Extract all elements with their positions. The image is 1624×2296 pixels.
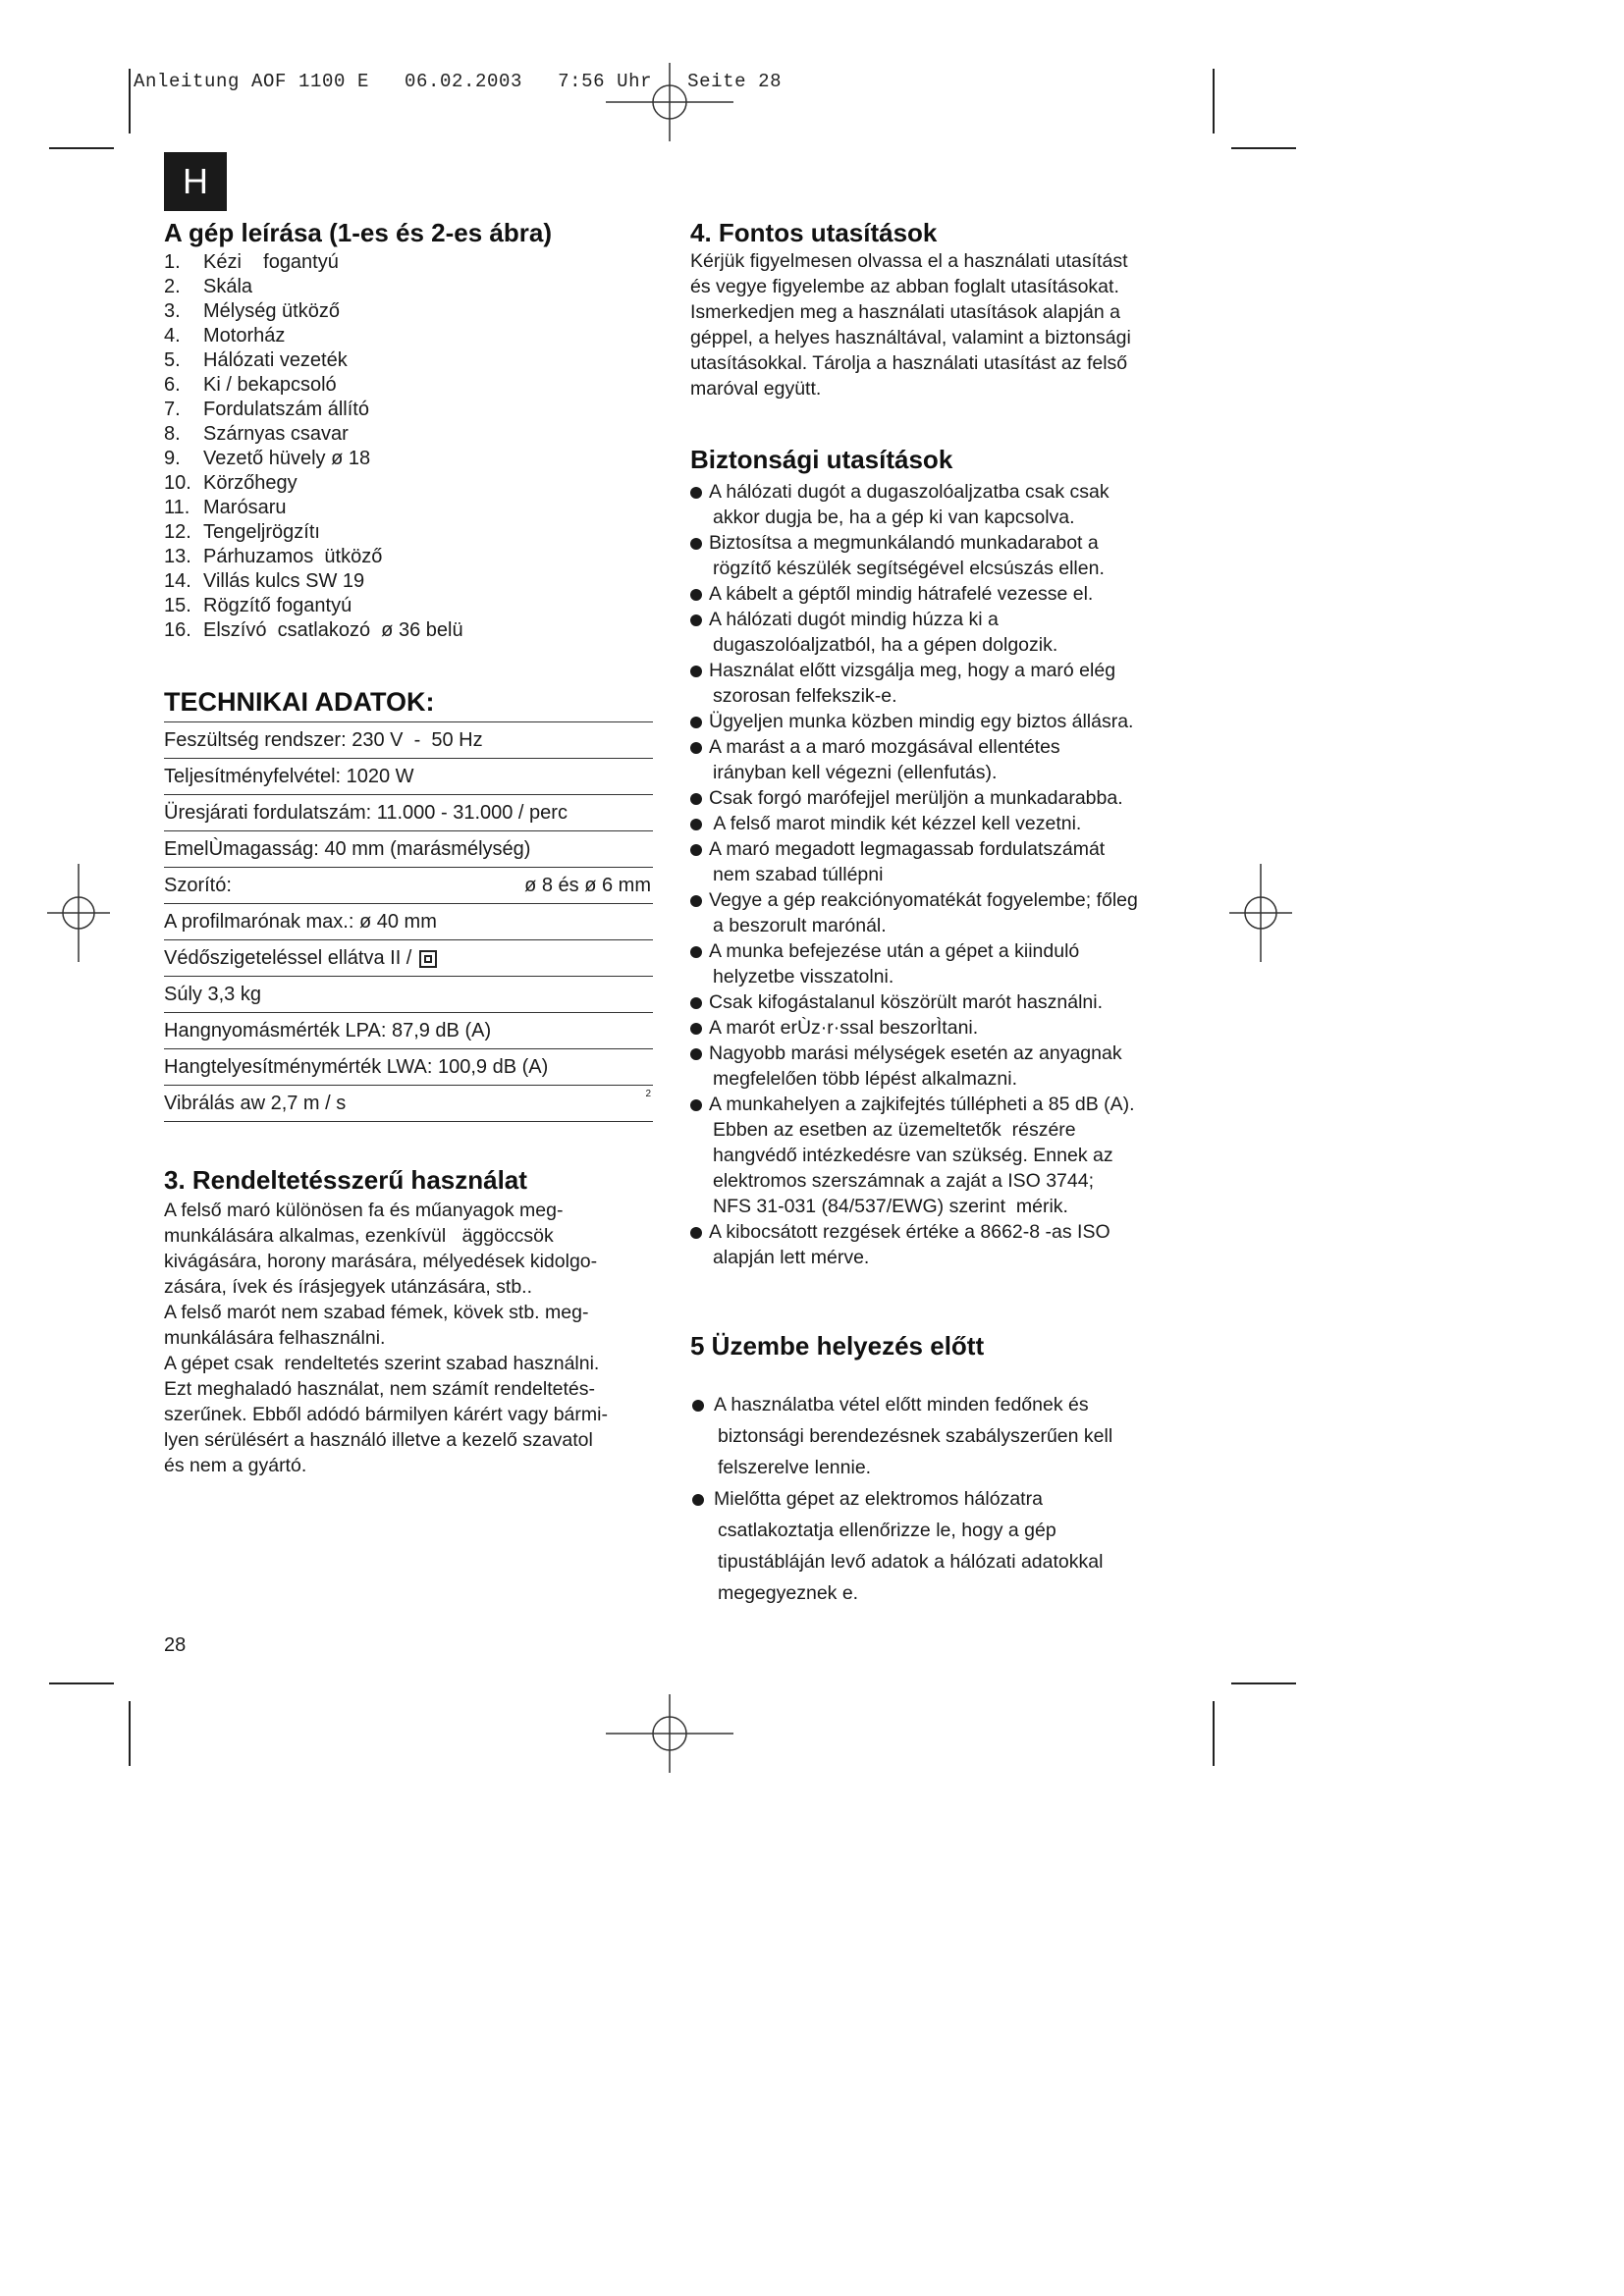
table-row [164, 831, 653, 868]
important-text [690, 248, 1201, 401]
bullet-icon [690, 614, 702, 626]
registration-mark-icon [1229, 864, 1292, 962]
list-item [164, 520, 653, 545]
text-line: A gépet csak rendeltetés szerint szabad használni. [164, 1353, 600, 1374]
list-item-number: 13. [164, 546, 191, 567]
bullet-line: Nagyobb marási mélységek esetén az anyagnak [709, 1042, 1122, 1064]
language-badge: H [164, 152, 227, 211]
bullet-line: A használatba vétel előtt minden fedőnek és [714, 1394, 1089, 1415]
bullet-item [690, 658, 1201, 709]
list-item-number: 12. [164, 521, 191, 543]
tech-table [164, 721, 653, 1122]
list-item-text: Fordulatszám állító [203, 399, 369, 420]
text-line: lyen sérülésért a használó illetve a kezelő szavatol [164, 1429, 593, 1451]
bullet-line: Csak forgó marófejjel merüljön a munkadarabba. [709, 787, 1123, 809]
bullet-item [690, 836, 1201, 887]
list-item [164, 545, 653, 569]
text-line: és nem a gyártó. [164, 1455, 307, 1476]
crop-mark [1231, 1682, 1296, 1684]
table-row [164, 940, 653, 977]
usage-text [164, 1198, 653, 1478]
text-line: Kérjük figyelmesen olvassa el a használati utasítást [690, 250, 1128, 272]
tech-title: TECHNIKAI ADATOK: [164, 687, 435, 717]
table-cell-label: Vibrálás aw 2,7 m / s [164, 1093, 347, 1114]
bullet-line: felszerelve lennie. [718, 1457, 872, 1478]
bullet-line: Csak kifogástalanul köszörült marót használni. [709, 991, 1104, 1013]
crop-mark [1231, 147, 1296, 149]
bullet-item [690, 607, 1201, 658]
list-item-number: 4. [164, 325, 181, 347]
list-item-number: 8. [164, 423, 181, 445]
description-title: A gép leírása (1-es és 2-es ábra) [164, 218, 553, 247]
bullet-line: A marót erÙz·r·ssal beszorÌtani. [709, 1017, 979, 1039]
text-line: utasításokkal. Tárolja a használati utasítást az felső [690, 352, 1128, 374]
list-item [164, 496, 653, 520]
bullet-icon [690, 717, 702, 728]
right-column [690, 218, 1201, 1609]
bullet-icon [690, 487, 702, 499]
text-line: zására, ívek és írásjegyek utánzására, stb.. [164, 1276, 533, 1298]
list-item-text: Párhuzamos ütköző [203, 546, 383, 567]
table-row [164, 904, 653, 940]
bullet-line: tipustábláján levő adatok a hálózati adatokkal [718, 1551, 1104, 1573]
table-cell-label: Teljesítményfelvétel: 1020 W [164, 766, 414, 787]
bullet-item [690, 479, 1201, 530]
text-line: A felső maró különösen fa és műanyagok meg- [164, 1200, 564, 1221]
bullet-line: A hálózati dugót mindig húzza ki a [709, 609, 999, 630]
list-item [164, 299, 653, 324]
startup-list [690, 1389, 1201, 1609]
registration-mark-icon [606, 1694, 733, 1773]
table-cell-label: Hangtelyesítménymérték LWA: 100,9 dB (A) [164, 1056, 549, 1078]
bullet-icon [690, 946, 702, 958]
table-cell-label: A profilmarónak max.: ø 40 mm [164, 911, 437, 933]
bullet-icon [690, 538, 702, 550]
bullet-line: Vegye a gép reakciónyomatékát fogyelembe; főleg [709, 889, 1138, 911]
registration-mark-icon [606, 63, 733, 141]
list-item-number: 6. [164, 374, 181, 396]
bullet-icon [690, 589, 702, 601]
bullet-item [690, 581, 1201, 607]
list-item [164, 250, 653, 275]
bullet-item [690, 709, 1201, 734]
registration-mark-icon [47, 864, 110, 962]
crop-mark [49, 1682, 114, 1684]
list-item [164, 324, 653, 348]
bullet-item [690, 887, 1201, 938]
list-item-text: Villás kulcs SW 19 [203, 570, 365, 592]
bullet-line: nem szabad túllépni [713, 864, 884, 885]
list-item [164, 275, 653, 299]
list-item-number: 14. [164, 570, 191, 592]
bullet-icon [690, 844, 702, 856]
list-item-number: 5. [164, 349, 181, 371]
text-line: Ezt meghaladó használat, nem számít rendeltetés- [164, 1378, 595, 1400]
bullet-line: dugaszolóaljzatból, ha a gépen dolgozik. [713, 634, 1058, 656]
bullet-line: A munka befejezése után a gépet a kiinduló [709, 940, 1080, 962]
bullet-line: Biztosítsa a megmunkálandó munkadarabot a [709, 532, 1099, 554]
bullet-line: megfelelően több lépést alkalmazni. [713, 1068, 1018, 1090]
bullet-item [690, 1015, 1201, 1041]
safety-list [690, 479, 1201, 1270]
bullet-item [690, 1389, 1201, 1483]
bullet-line: megegyeznek e. [718, 1582, 859, 1604]
list-item-number: 10. [164, 472, 191, 494]
text-line: A felső marót nem szabad fémek, kövek stb. meg- [164, 1302, 589, 1323]
bullet-icon [690, 819, 702, 830]
bullet-item [690, 989, 1201, 1015]
list-item-number: 9. [164, 448, 181, 469]
bullet-line: A hálózati dugót a dugaszolóaljzatba csak csak [709, 481, 1110, 503]
bullet-line: A munkahelyen a zajkifejtés túllépheti a 85 dB (A). [709, 1094, 1135, 1115]
bullet-item [690, 1041, 1201, 1092]
bullet-icon [690, 666, 702, 677]
list-item [164, 471, 653, 496]
bullet-item [690, 811, 1201, 836]
list-item [164, 594, 653, 618]
list-item-text: Tengeljrögzítı [203, 521, 320, 543]
bullet-icon [690, 742, 702, 754]
safety-title: Biztonsági utasítások [690, 445, 953, 474]
bullet-line: rögzítő készülék segítségével elcsúszás ellen. [713, 558, 1105, 579]
bullet-line: A marást a a maró mozgásával ellentétes [709, 736, 1060, 758]
table-cell-value: 2 [645, 1089, 651, 1099]
bullet-line: A felső marot mindik két kézzel kell vezetni. [709, 813, 1082, 834]
bullet-icon [690, 997, 702, 1009]
crop-mark [49, 147, 114, 149]
bullet-icon [690, 1023, 702, 1035]
list-item-text: Motorház [203, 325, 286, 347]
bullet-icon [690, 793, 702, 805]
list-item [164, 569, 653, 594]
list-item-text: Ki / bekapcsoló [203, 374, 337, 396]
print-slug: Anleitung AOF 1100 E 06.02.2003 7:56 Uhr Seite 28 [134, 71, 783, 92]
list-item-number: 7. [164, 399, 181, 420]
bullet-item [690, 938, 1201, 989]
bullet-line: a beszorult marónál. [713, 915, 887, 936]
list-item-number: 1. [164, 251, 181, 273]
table-cell-label: EmelÙmagasság: 40 mm (marásmélység) [164, 838, 531, 860]
list-item [164, 398, 653, 422]
table-cell-label: Üresjárati fordulatszám: 11.000 - 31.000 / perc [164, 802, 568, 824]
text-line: kivágására, horony marására, mélyedések kidolgo- [164, 1251, 598, 1272]
text-line: szerűnek. Ebből adódó bármilyen kárért vagy bármi- [164, 1404, 608, 1425]
crop-mark [1213, 1701, 1215, 1766]
important-title: 4. Fontos utasítások [690, 218, 938, 247]
text-line: Ismerkedjen meg a használati utasítások alapján a [690, 301, 1120, 323]
bullet-line: szorosan felfekszik-e. [713, 685, 897, 707]
table-row [164, 1086, 653, 1122]
page-number: 28 [164, 1634, 187, 1656]
bullet-icon [690, 1227, 702, 1239]
table-row [164, 1049, 653, 1086]
bullet-line: alapján lett mérve. [713, 1247, 870, 1268]
bullet-item [690, 1483, 1201, 1609]
startup-title: 5 Üzembe helyezés előtt [690, 1331, 985, 1361]
list-item-number: 16. [164, 619, 191, 641]
list-item-text: Mélység ütköző [203, 300, 340, 322]
bullet-line: biztonsági berendezésnek szabályszerűen kell [718, 1425, 1113, 1447]
table-cell-label: Szorító: [164, 875, 232, 896]
list-item-text: Körzőhegy [203, 472, 298, 494]
bullet-icon [690, 895, 702, 907]
list-item [164, 447, 653, 471]
bullet-icon [692, 1400, 704, 1412]
list-item [164, 373, 653, 398]
list-item-text: Rögzítő fogantyú [203, 595, 352, 616]
list-item [164, 348, 653, 373]
table-row [164, 1013, 653, 1049]
crop-mark [129, 1701, 131, 1766]
bullet-line: Használat előtt vizsgálja meg, hogy a maró elég [709, 660, 1116, 681]
bullet-icon [692, 1494, 704, 1506]
bullet-line: akkor dugja be, ha a gép ki van kapcsolva. [713, 507, 1075, 528]
list-item-text: Kézi fogantyú [203, 251, 339, 273]
list-item-number: 11. [164, 497, 190, 518]
list-item-number: 2. [164, 276, 181, 297]
table-row [164, 795, 653, 831]
table-row [164, 977, 653, 1013]
text-line: géppel, a helyes használtával, valamint a biztonsági [690, 327, 1131, 348]
list-item-text: Hálózati vezeték [203, 349, 348, 371]
bullet-line: NFS 31-031 (84/537/EWG) szerint mérik. [713, 1196, 1068, 1217]
bullet-line: elektromos szerszámnak a zaját a ISO 3744; [713, 1170, 1095, 1192]
bullet-icon [690, 1099, 702, 1111]
text-line: munkálására alkalmas, ezenkívül äggöccsök [164, 1225, 554, 1247]
table-cell-label: Hangnyomásmérték LPA: 87,9 dB (A) [164, 1020, 492, 1041]
list-item [164, 422, 653, 447]
list-item [164, 618, 653, 643]
bullet-line: irányban kell végezni (ellenfutás). [713, 762, 998, 783]
list-item-text: Marósaru [203, 497, 287, 518]
bullet-icon [690, 1048, 702, 1060]
list-item-number: 15. [164, 595, 191, 616]
table-row [164, 868, 653, 904]
bullet-item [690, 530, 1201, 581]
bullet-line: helyzetbe visszatolni. [713, 966, 894, 988]
bullet-line: A maró megadott legmagassab fordulatszámát [709, 838, 1106, 860]
crop-mark [129, 69, 131, 133]
table-cell-label: Védőszigeteléssel ellátva II / [164, 947, 417, 969]
bullet-line: csatlakoztatja ellenőrizze le, hogy a gép [718, 1520, 1056, 1541]
list-item-text: Vezető hüvely ø 18 [203, 448, 371, 469]
left-column [164, 218, 653, 1478]
crop-mark [1213, 69, 1215, 133]
bullet-line: Ügyeljen munka közben mindig egy biztos állásra. [709, 711, 1134, 732]
double-insulation-icon [419, 950, 437, 968]
list-item-text: Szárnyas csavar [203, 423, 349, 445]
text-line: maróval együtt. [690, 378, 822, 400]
parts-list [164, 250, 653, 643]
bullet-line: hangvédő intézkedésre van szükség. Ennek az [713, 1145, 1113, 1166]
bullet-line: A kibocsátott rezgések értéke a 8662-8 -as ISO [709, 1221, 1110, 1243]
list-item-text: Elszívó csatlakozó ø 36 belü [203, 619, 463, 641]
bullet-item [690, 734, 1201, 785]
table-cell-value: ø 8 és ø 6 mm [524, 875, 651, 896]
table-row [164, 759, 653, 795]
bullet-line: Ebben az esetben az üzemeltetők részére [713, 1119, 1076, 1141]
table-row [164, 722, 653, 759]
bullet-item [690, 785, 1201, 811]
text-line: munkálására felhasználni. [164, 1327, 386, 1349]
text-line: és vegye figyelembe az abban foglalt utasításokat. [690, 276, 1119, 297]
bullet-item [690, 1092, 1201, 1219]
bullet-line: Mielőtta gépet az elektromos hálózatra [714, 1488, 1043, 1510]
bullet-line: A kábelt a géptől mindig hátrafelé vezesse el. [709, 583, 1094, 605]
table-cell-label: Feszültség rendszer: 230 V - 50 Hz [164, 729, 483, 751]
bullet-item [690, 1219, 1201, 1270]
list-item-number: 3. [164, 300, 181, 322]
list-item-text: Skála [203, 276, 253, 297]
usage-title: 3. Rendeltetésszerű használat [164, 1165, 527, 1195]
table-cell-label: Súly 3,3 kg [164, 984, 261, 1005]
